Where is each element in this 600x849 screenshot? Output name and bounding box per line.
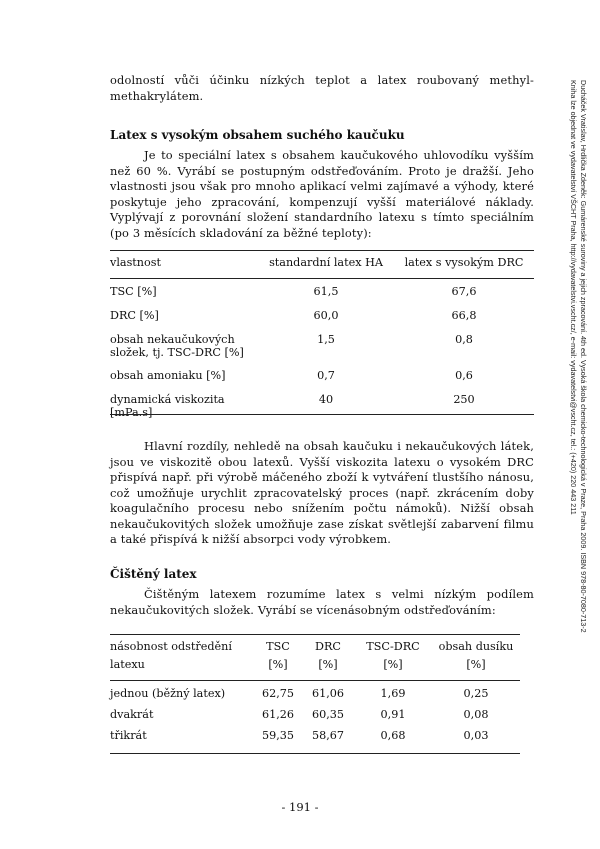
table-cell: 61,5 bbox=[313, 284, 339, 298]
table2-bottom-rule bbox=[110, 753, 520, 754]
table-header-cell: obsah dusíku bbox=[438, 640, 514, 653]
table-cell: 61,06 bbox=[311, 686, 345, 700]
table-row bbox=[110, 309, 534, 333]
table-cell: dynamická viskozita [mPa.s] bbox=[110, 392, 225, 419]
paragraph-differences: Hlavní rozdíly, nehledě na obsah kaučuku i nekaučukových látek, jsou ve viskozitě obou latexů. Vyšší viskozita latexu o vysokém DRC přispívá např. při výrobě máčeného zboží k vytváření tlustšího nánosu, což umožňuje urychlit zpracovatelský proces (např. zkrácením doby koagulačního procesu nebo snížením počtu námoků). Nižší obsah nekaučukovitých složek umožňuje zase získat světlejší zabarvení filmu a také přispívá k nižší absorpci vody výrobkem. bbox=[110, 439, 534, 546]
table-cell: 60,35 bbox=[311, 707, 345, 721]
page-number: - 191 - bbox=[281, 800, 319, 814]
citation-line: Ducháček Vratislav, Hrdlička Zdeněk: Gumárenské suroviny a jejich zpracování. 4th ed. Vysoká škola chemicko-technologická v Praze, Praha 2009. ISBN 978-80-7080-713-2 bbox=[579, 80, 588, 633]
table-cell: 0,68 bbox=[380, 728, 406, 742]
table-cell: 0,6 bbox=[455, 368, 473, 382]
table-cell: 0,08 bbox=[463, 707, 489, 721]
table-latex-comparison bbox=[110, 256, 534, 425]
table-header-cell: TSC-DRC bbox=[366, 640, 420, 653]
table-header-row bbox=[110, 640, 520, 658]
table-cell: obsah nekaučukových složek, tj. TSC-DRC [%] bbox=[110, 332, 244, 359]
paragraph-purified-latex: Čištěným latexem rozumíme latex s velmi nízkým podílem nekaučukovitých složek. Vyrábí se vícenásobným odstřeďováním: bbox=[110, 587, 534, 617]
table-header-cell: latexu bbox=[110, 658, 145, 671]
table-cell: 61,26 bbox=[261, 707, 295, 721]
table-cell: 0,25 bbox=[463, 686, 489, 700]
table-cell: 59,35 bbox=[261, 728, 295, 742]
table-cell: TSC [%] bbox=[110, 284, 157, 298]
table-cell: 58,67 bbox=[311, 728, 345, 742]
table-row bbox=[110, 708, 520, 729]
table-row bbox=[110, 393, 534, 425]
table-row bbox=[110, 285, 534, 309]
table-header-cell: standardní latex HA bbox=[269, 256, 383, 269]
table-cell: 1,5 bbox=[317, 332, 335, 346]
intro-paragraph: odolností vůči účinku nízkých teplot a latex roubovaný methyl-methakrylátem. bbox=[110, 73, 534, 103]
table-cell: 40 bbox=[318, 392, 334, 406]
table-cell: dvakrát bbox=[110, 707, 154, 721]
table-header-row bbox=[110, 658, 520, 680]
table-cell: 250 bbox=[453, 392, 475, 406]
table-cell: 0,8 bbox=[455, 332, 473, 346]
citation-sidebar bbox=[566, 80, 600, 720]
table-header-cell: [%] bbox=[466, 658, 486, 671]
citation-order-line: Kniha lze objednat ve vydavatelství VŠCHT Praha, http://vydavatelstvi.vscht.cz/, e-mail: vydavatelstvi@vscht.cz, tel.: (+420) 220 443 211 bbox=[569, 80, 578, 515]
table-cell: 62,75 bbox=[261, 686, 295, 700]
table-cell: 60,0 bbox=[313, 308, 339, 322]
table-header-cell: vlastnost bbox=[110, 256, 161, 269]
table-cell: obsah amoniaku [%] bbox=[110, 368, 226, 382]
table-row bbox=[110, 369, 534, 393]
table-cell: 66,8 bbox=[451, 308, 477, 322]
table-cell: třikrát bbox=[110, 728, 147, 742]
table-cell: 0,91 bbox=[380, 707, 406, 721]
table-header-cell: násobnost odstředění bbox=[110, 640, 232, 653]
table-cell: 1,69 bbox=[380, 686, 406, 700]
table-cell: jednou (běžný latex) bbox=[110, 686, 226, 700]
table2-top-rule bbox=[110, 634, 520, 635]
table-header-cell: latex s vysokým DRC bbox=[404, 256, 524, 269]
table-header-cell: [%] bbox=[268, 658, 288, 671]
table-header-row bbox=[110, 256, 534, 278]
table-header-cell: [%] bbox=[383, 658, 403, 671]
table1-bottom-rule bbox=[110, 414, 534, 415]
section-heading-high-drc: Latex s vysokým obsahem suchého kaučuku bbox=[110, 128, 405, 142]
table-cell: 0,03 bbox=[463, 728, 489, 742]
table-row bbox=[110, 729, 520, 750]
table-cell: 0,7 bbox=[317, 368, 335, 382]
table-row bbox=[110, 333, 534, 369]
table-cell: 67,6 bbox=[451, 284, 477, 298]
table-purified-latex bbox=[110, 640, 520, 750]
table-header-cell: [%] bbox=[318, 658, 338, 671]
section-heading-purified-latex: Čištěný latex bbox=[110, 567, 197, 581]
table-row bbox=[110, 687, 520, 708]
paragraph-high-drc: Je to speciální latex s obsahem kaučukového uhlovodíku vyšším než 60 %. Vyrábí se postupným odstřeďováním. Proto je dražší. Jeho vlastnosti jsou však pro mnoho aplikací velmi zajímavé a výhody, které poskytuje jeho zpracování, kompenzují vyšší materiálové náklady. Vyplývají z porovnání složení standardního latexu s tímto speciálním (po 3 měsících skladování za běžné teploty): bbox=[110, 148, 534, 240]
table-header-cell: DRC bbox=[315, 640, 341, 653]
table-cell: DRC [%] bbox=[110, 308, 159, 322]
table-header-cell: TSC bbox=[266, 640, 290, 653]
table1-top-rule bbox=[110, 250, 534, 251]
